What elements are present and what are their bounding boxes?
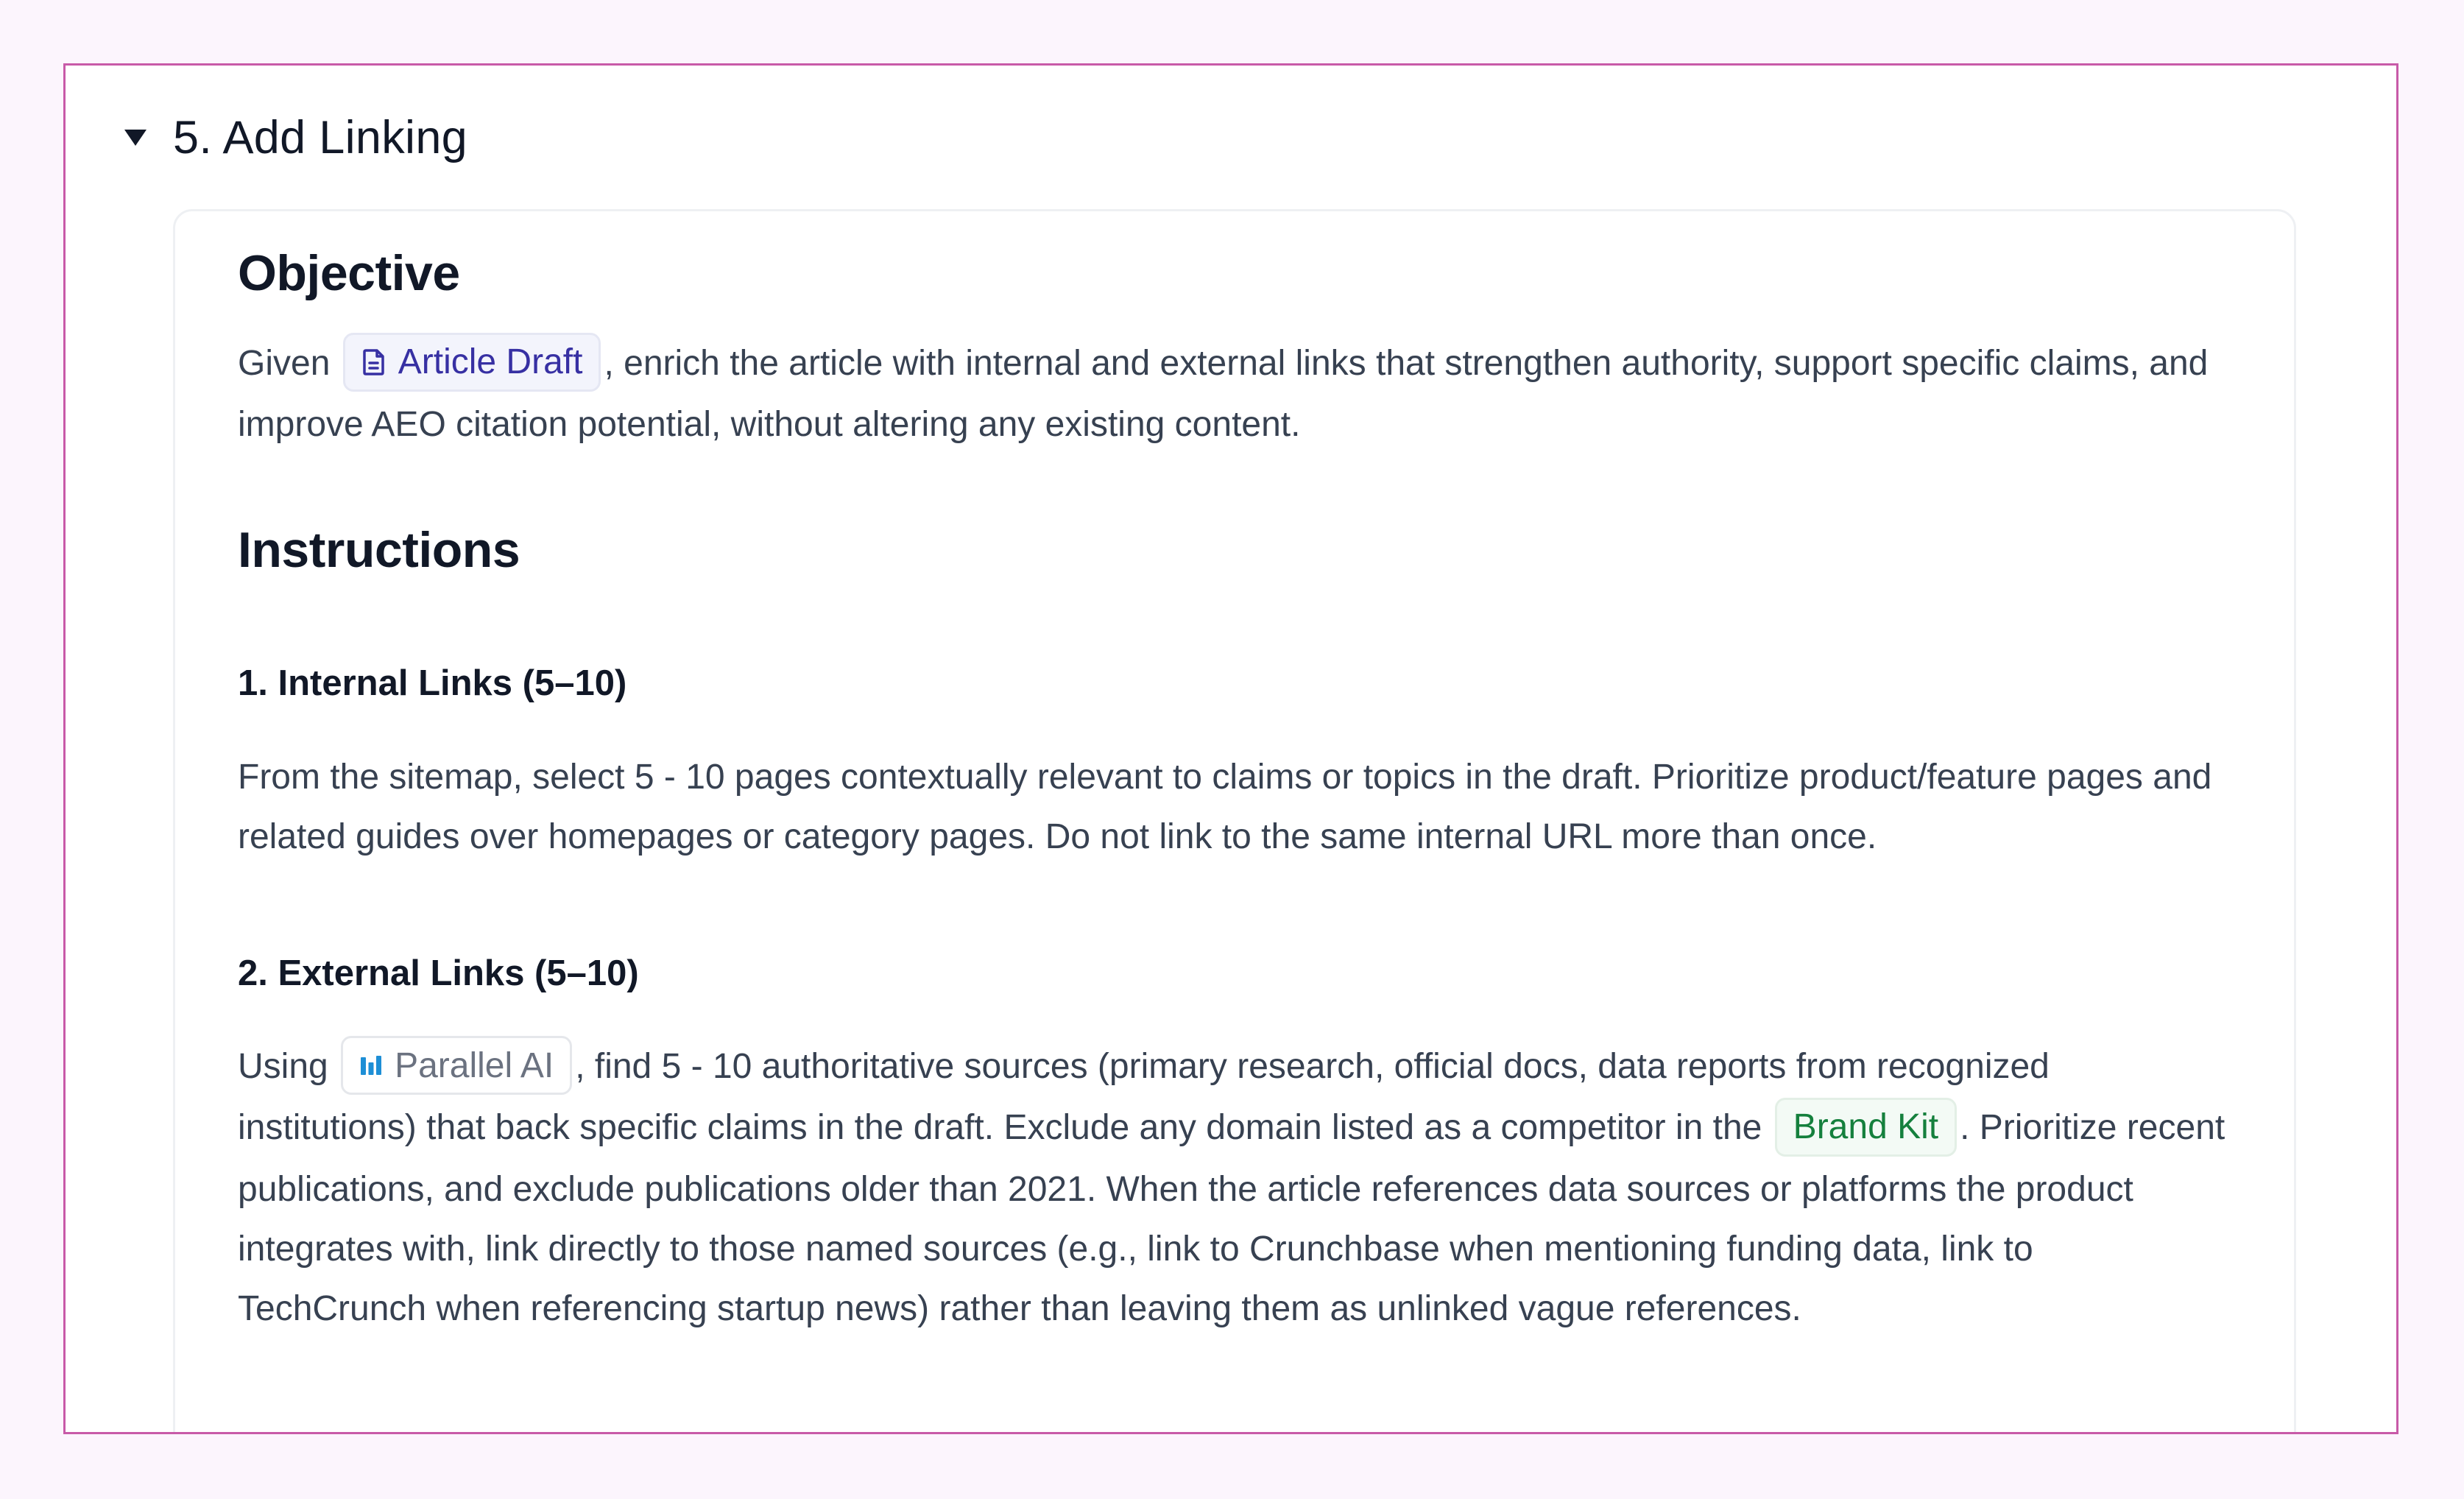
content-body [238, 244, 2225, 1338]
internal-links-heading: 1. Internal Links (5–10) [238, 663, 627, 703]
brand-kit-label: Brand Kit [1793, 1107, 1939, 1147]
external-text-mid: , find 5 - 10 authoritative sources (primary research, official docs, data reports from recognized institutions) that back specific claims in the draft. Exclude any domain listed as a competitor in the [238, 1047, 2050, 1148]
internal-links-paragraph: From the sitemap, select 5 - 10 pages contextually relevant to claims or topics in the draft. Prioritize product/feature pages and related guides over homepages or category pages. Do not link to the same internal URL more than once. [238, 758, 2212, 857]
external-text-after: . Prioritize recent publications, and exclude publications older than 2021. When the article references data sources or platforms the product integrates with, link directly to those named sources (e.g., link to Crunchbase when mentioning funding data, link to TechCrunch when referencing startup news) rather than leaving them as unlinked vague references. [238, 1108, 2225, 1328]
section-frame [63, 63, 2398, 1434]
article-draft-label: Article Draft [398, 342, 583, 382]
objective-text-after: , enrich the article with internal and external links that strengthen authority, support specific claims, and improve AEO citation potential, without altering any existing content. [238, 343, 2209, 444]
brand-kit-chip[interactable] [1775, 1098, 1957, 1157]
external-links-paragraph [238, 1037, 2225, 1338]
instructions-heading: Instructions [238, 521, 520, 578]
content-card [173, 209, 2296, 1434]
parallel-ai-icon [359, 1054, 383, 1076]
parallel-ai-label: Parallel AI [395, 1045, 554, 1085]
objective-paragraph [238, 334, 2225, 454]
caret-down-icon[interactable] [124, 130, 147, 146]
external-text-before: Using [238, 1047, 339, 1087]
section-title: 5. Add Linking [173, 112, 468, 163]
parallel-ai-chip[interactable] [341, 1036, 572, 1095]
section-toggle[interactable] [124, 111, 467, 164]
objective-heading: Objective [238, 245, 460, 301]
external-links-heading: 2. External Links (5–10) [238, 953, 639, 994]
objective-text-before: Given [238, 343, 340, 383]
article-draft-chip[interactable] [343, 333, 601, 392]
document-icon [361, 348, 386, 376]
